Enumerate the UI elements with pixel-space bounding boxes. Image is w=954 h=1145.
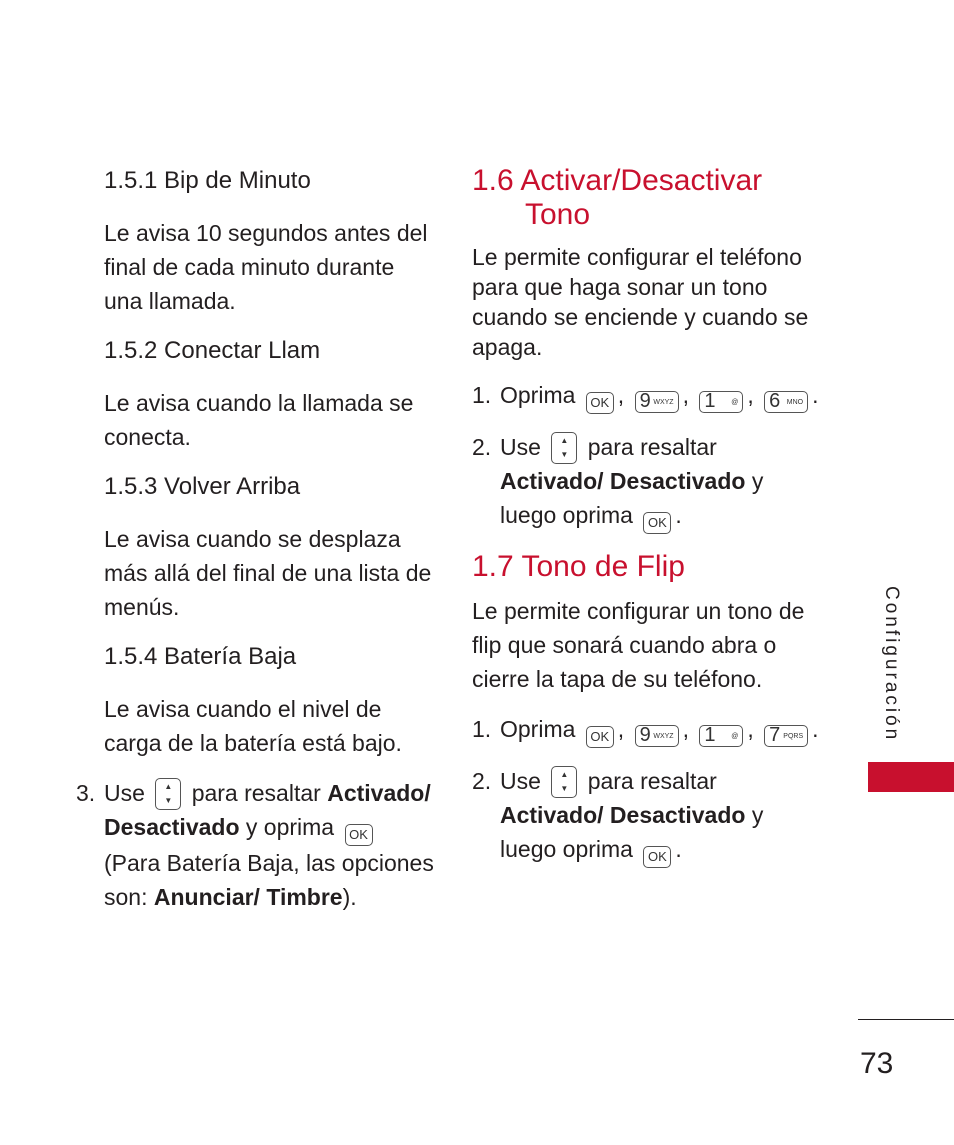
key-letters: @ — [731, 399, 739, 406]
heading-tono-de-flip: 1.7 Tono de Flip — [472, 550, 685, 583]
step-text: (Para Batería Baja, las opciones son: — [104, 850, 434, 910]
separator: . — [675, 502, 682, 528]
section-title-conectar-llam: 1.5.2 Conectar Llam — [104, 337, 321, 364]
ok-key-icon: OK — [586, 726, 614, 748]
separator: , — [682, 382, 689, 408]
step-text: Oprima — [500, 716, 576, 742]
key-9-icon — [635, 391, 679, 413]
step-text: Use — [104, 780, 145, 806]
nav-key-icon: ▲ ▼ — [551, 766, 577, 798]
step-2-activar — [472, 430, 822, 534]
step-text: y — [751, 468, 764, 494]
key-digit: 1 — [704, 390, 716, 412]
step-text: Use — [500, 434, 541, 460]
step-number: 2. — [472, 434, 492, 460]
section-title-volver-arriba: 1.5.3 Volver Arriba — [104, 473, 301, 500]
key-6-icon — [764, 391, 808, 413]
step-text: oprima — [263, 814, 335, 840]
separator: . — [812, 382, 819, 408]
step-number: 1. — [472, 716, 492, 742]
ok-key-icon: OK — [586, 392, 614, 414]
chapter-label: Configuración — [881, 586, 902, 743]
separator: , — [617, 716, 625, 742]
section-title-bateria-baja: 1.5.4 Batería Baja — [104, 643, 297, 670]
key-digit: 7 — [769, 724, 781, 746]
ok-key-icon: OK — [345, 824, 373, 846]
text-activar-tono: Le permite configurar el teléfono para que haga sonar un tono cuando se enciende y cuando se apaga. — [472, 244, 809, 360]
section-text-bateria-baja: Le avisa cuando el nivel de carga de la batería está bajo. — [104, 696, 402, 756]
key-digit: 9 — [639, 724, 651, 746]
option-activado-desactivado: Activado/ Desactivado — [500, 468, 746, 494]
step-1-activar — [472, 378, 822, 414]
step-text: luego oprima — [500, 502, 633, 528]
footer-rule — [858, 1019, 954, 1020]
step-text: para resaltar — [587, 768, 717, 794]
key-letters: WXYZ — [653, 399, 674, 406]
chapter-tab — [868, 762, 954, 792]
key-letters: WXYZ — [653, 733, 674, 740]
key-1-icon — [699, 725, 743, 747]
text-tono-de-flip: Le permite configurar un tono de flip que sonará cuando abra o cierre la tapa de su teléfono. — [472, 598, 805, 692]
page-number: 73 — [860, 1047, 894, 1080]
separator: , — [617, 382, 625, 408]
step-text: y — [751, 802, 764, 828]
step-text: ). — [342, 884, 357, 910]
separator: , — [682, 716, 689, 742]
step-number: 1. — [472, 382, 492, 408]
separator: , — [747, 382, 754, 408]
key-9-icon — [635, 725, 679, 747]
step-text: para resaltar — [191, 780, 321, 806]
separator: . — [675, 836, 682, 862]
heading-line: 1.6 Activar/Desactivar — [472, 164, 763, 197]
right-column — [472, 164, 822, 884]
left-column — [76, 164, 434, 930]
option-activado-desactivado: Activado/ Desactivado — [500, 802, 746, 828]
key-digit: 1 — [704, 724, 716, 746]
step-text: Use — [500, 768, 541, 794]
separator: , — [747, 716, 754, 742]
step-number: 3. — [76, 780, 96, 806]
heading-line: Tono — [525, 198, 591, 231]
option-activado-desactivado: Activado/ Desactivado — [104, 780, 431, 840]
option-anunciar-timbre: Anunciar/ Timbre — [153, 884, 343, 910]
key-7-icon — [764, 725, 808, 747]
step-text: Oprima — [500, 382, 576, 408]
section-text-conectar-llam: Le avisa cuando la llamada se conecta. — [104, 390, 414, 450]
nav-key-icon: ▲ ▼ — [551, 432, 577, 464]
step-text: y — [245, 814, 258, 840]
section-title-bip-minuto: 1.5.1 Bip de Minuto — [104, 167, 311, 194]
section-text-volver-arriba: Le avisa cuando se desplaza más allá del final de una lista de menús. — [104, 526, 432, 620]
step-1-flip — [472, 712, 822, 748]
step-3 — [76, 776, 434, 914]
key-letters: MNO — [786, 399, 804, 406]
step-number: 2. — [472, 768, 492, 794]
step-2-flip — [472, 764, 822, 868]
key-letters: @ — [731, 733, 739, 740]
key-digit: 9 — [639, 390, 651, 412]
key-digit: 6 — [769, 390, 781, 412]
heading-activar-desactivar-tono — [472, 164, 822, 232]
separator: . — [812, 716, 819, 742]
ok-key-icon: OK — [643, 512, 671, 534]
section-text-bip-minuto: Le avisa 10 segundos antes del final de cada minuto durante una llamada. — [104, 220, 428, 314]
ok-key-icon: OK — [643, 846, 671, 868]
step-text: para resaltar — [587, 434, 717, 460]
key-letters: PQRS — [783, 733, 804, 740]
nav-key-icon: ▲ ▼ — [155, 778, 181, 810]
step-text: luego oprima — [500, 836, 633, 862]
key-1-icon — [699, 391, 743, 413]
